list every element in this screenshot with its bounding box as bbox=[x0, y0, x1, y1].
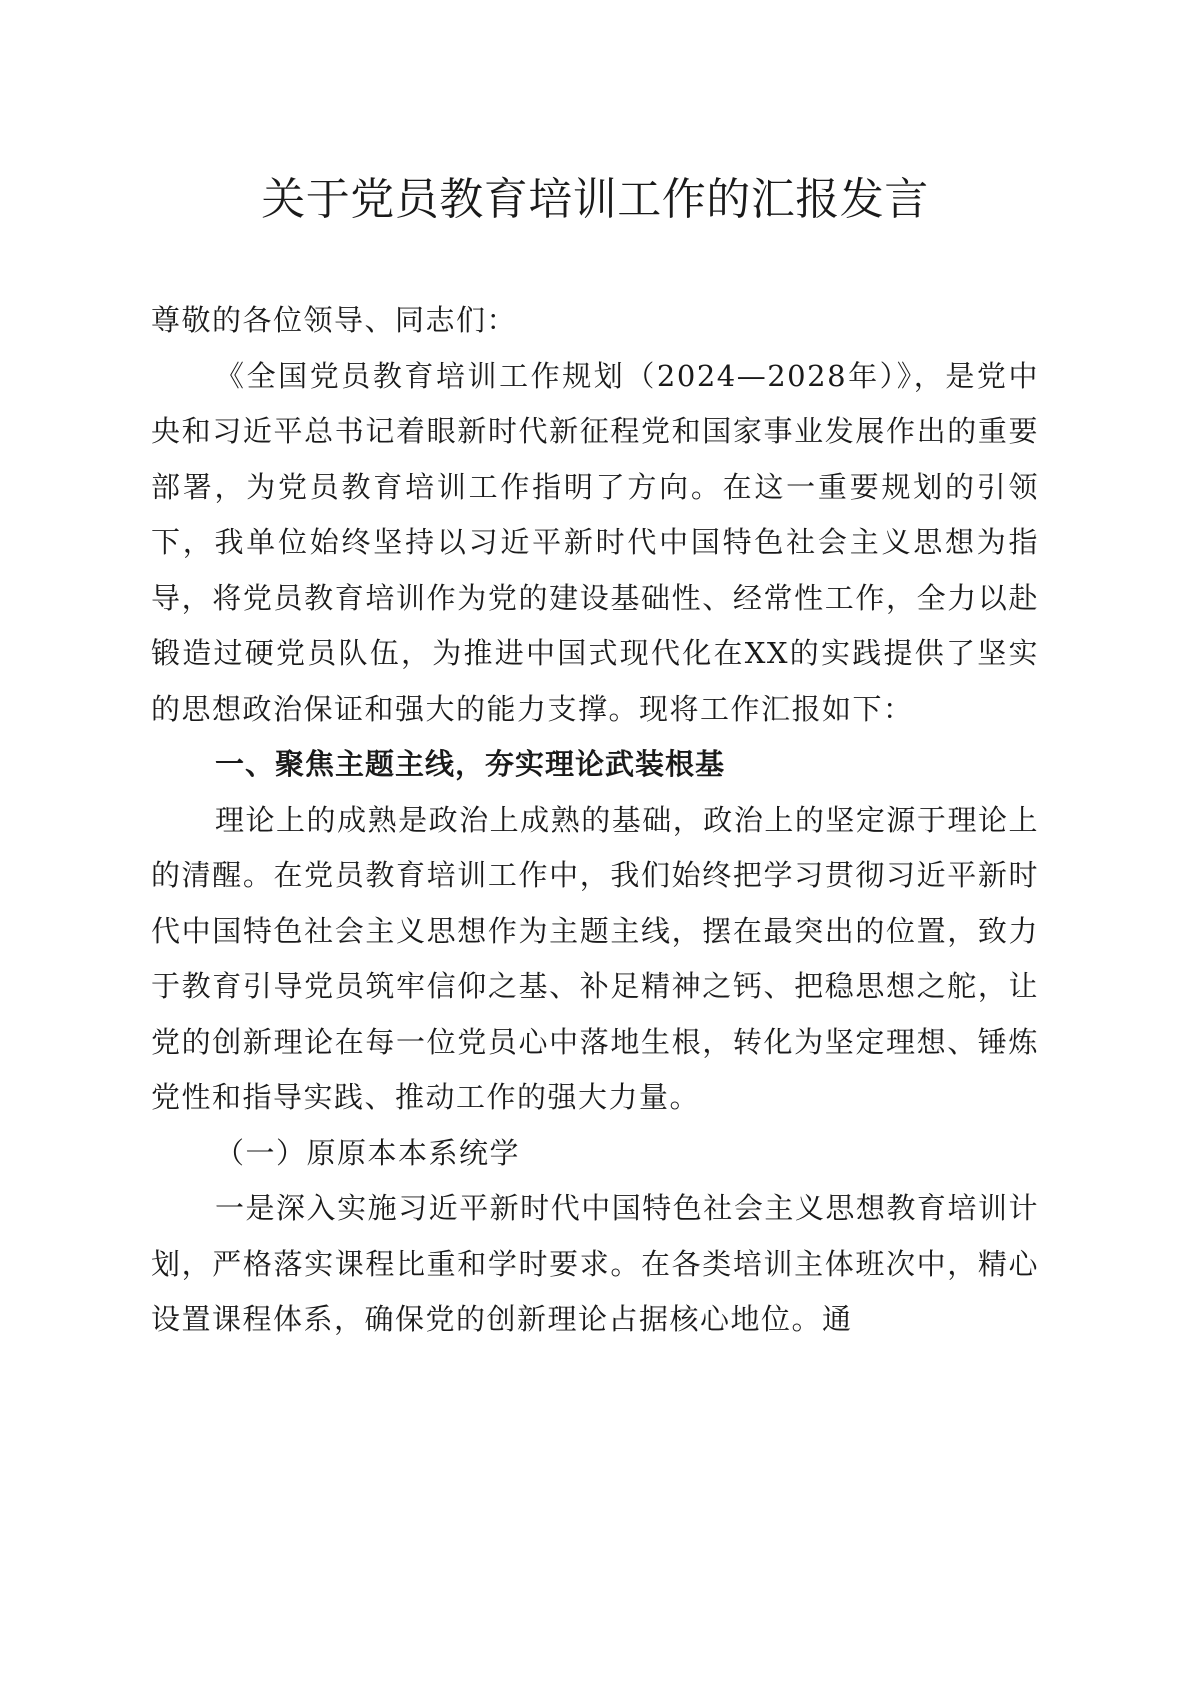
salutation: 尊敬的各位领导、同志们： bbox=[151, 303, 518, 337]
section-heading-1: 一、聚焦主题主线，夯实理论武装根基 bbox=[215, 747, 726, 781]
intro-paragraph: 《全国党员教育培训工作规划（2024—2028年）》，是党中央和习近平总书记着眼新时代新征程党和国家事业发展作出的重要部署，为党员教育培训工作指明了方向。在这一重要规划的引领下，我单位始终坚持以习近平新时代中国特色社会主义思想为指导，将党员教育培训作为党的建设基础性、经常性工作，全力以赴锻造过硬党员队伍，为推进中国式现代化在XX的实践提供了坚实的思想政治保证和强大的能力支撑。现将工作汇报如下： bbox=[151, 358, 1039, 726]
document-body bbox=[151, 293, 1039, 1348]
document-title: 关于党员教育培训工作的汇报发言 bbox=[261, 174, 929, 225]
subsection-1-paragraph: 一是深入实施习近平新时代中国特色社会主义思想教育培训计划，严格落实课程比重和学时要求。在各类培训主体班次中，精心设置课程体系，确保党的创新理论占据核心地位。通 bbox=[151, 1191, 1039, 1336]
subsection-heading-1: （一）原原本本系统学 bbox=[215, 1135, 521, 1170]
section-1-paragraph: 理论上的成熟是政治上成熟的基础，政治上的坚定源于理论上的清醒。在党员教育培训工作中，我们始终把学习贯彻习近平新时代中国特色社会主义思想作为主题主线，摆在最突出的位置，致力于教育引导党员筑牢信仰之基、补足精神之钙、把稳思想之舵，让党的创新理论在每一位党员心中落地生根，转化为坚定理想、锤炼党性和指导实践、推动工作的强大力量。 bbox=[151, 802, 1039, 1114]
